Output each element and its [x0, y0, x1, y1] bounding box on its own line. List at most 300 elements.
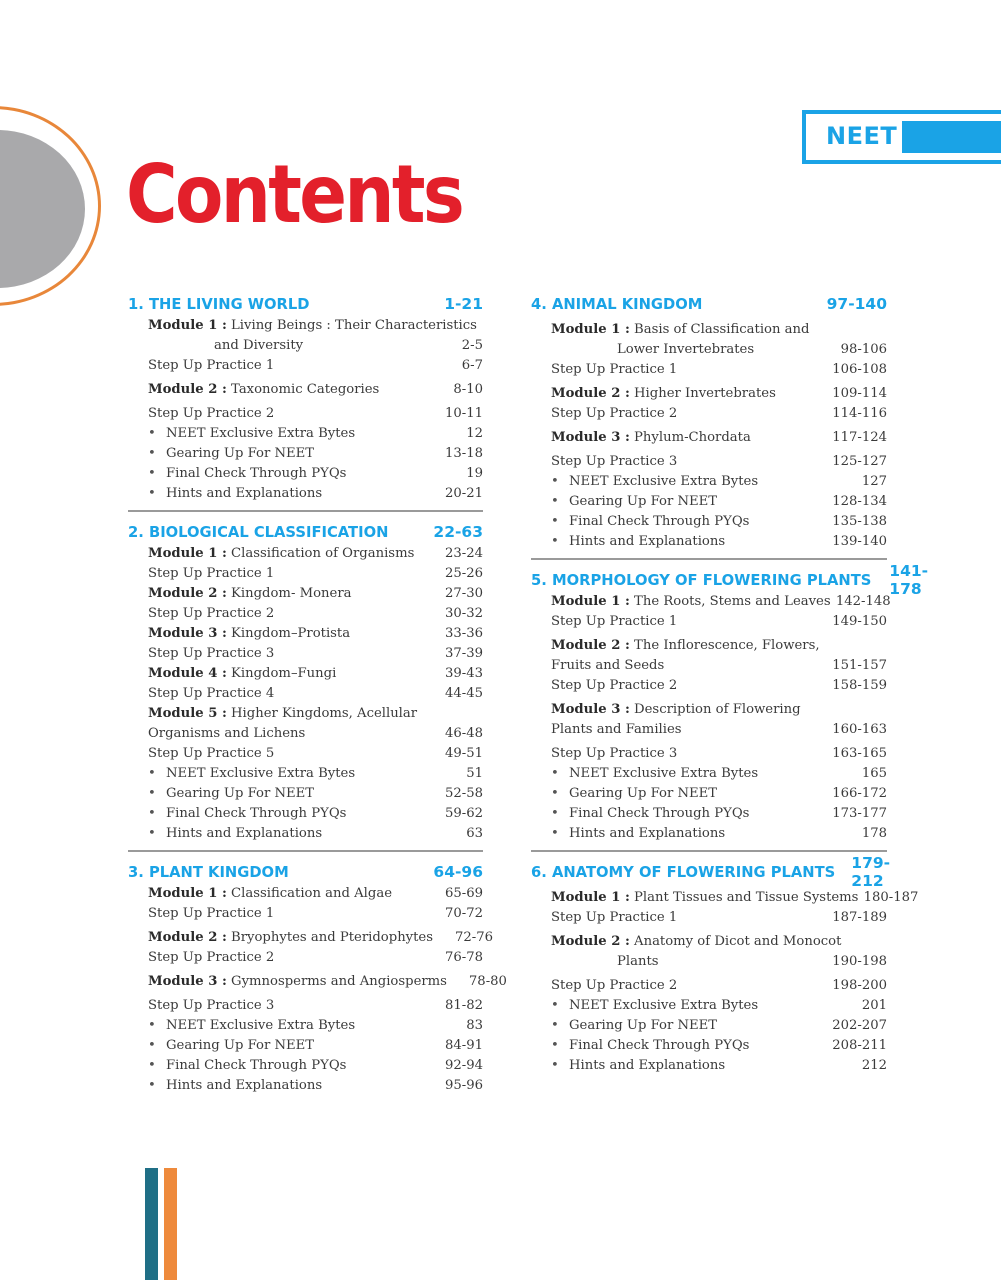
- entry-text: Final Check Through PYQs: [569, 514, 750, 529]
- entry-page: 127: [861, 474, 887, 489]
- entry-text: Higher Invertebrates: [634, 386, 776, 401]
- toc-entry[interactable]: [128, 824, 483, 844]
- entry-label: [148, 804, 346, 824]
- entry-page: 201: [861, 998, 887, 1013]
- entry-label: [148, 584, 352, 604]
- chapter-heading[interactable]: [128, 292, 483, 316]
- entry-label: [148, 904, 274, 924]
- toc-entry[interactable]: [128, 928, 494, 948]
- entry-page: 27-30: [444, 586, 483, 601]
- entry-page: 117-124: [832, 430, 887, 445]
- entry-label: [551, 996, 758, 1016]
- entry-page: 8-10: [453, 382, 483, 397]
- entry-text: Final Check Through PYQs: [166, 806, 347, 821]
- toc-entry[interactable]: [531, 384, 887, 404]
- chapter-section: [531, 562, 929, 852]
- entry-label: [551, 908, 677, 928]
- entry-text: Plants: [617, 954, 659, 969]
- toc-entry[interactable]: [128, 584, 483, 604]
- entry-page: 39-43: [444, 666, 483, 681]
- entry-text: Organisms and Lichens: [148, 726, 306, 741]
- entry-page: 83: [466, 1018, 483, 1033]
- entry-page: 6-7: [461, 358, 483, 373]
- module-number: Module 2 :: [148, 382, 227, 397]
- entry-label: [148, 604, 274, 624]
- toc-entry[interactable]: [531, 320, 887, 340]
- toc-entry[interactable]: [531, 1016, 887, 1036]
- entry-label: [148, 1016, 355, 1036]
- toc-entry[interactable]: [128, 724, 483, 744]
- entry-label: [551, 676, 677, 696]
- toc-entry[interactable]: [128, 996, 483, 1016]
- module-number: Module 3 :: [148, 626, 227, 641]
- entry-page: 92-94: [444, 1058, 483, 1073]
- module-number: Module 2 :: [148, 586, 227, 601]
- entry-label: [551, 976, 677, 996]
- toc-entry[interactable]: [128, 644, 483, 664]
- entry-page: 72-76: [454, 930, 494, 945]
- entry-text: Step Up Practice 5: [148, 746, 275, 761]
- toc-left-column: [128, 292, 507, 1096]
- entry-label: [148, 724, 305, 744]
- toc-entry[interactable]: [128, 1076, 483, 1096]
- toc-entry[interactable]: [128, 316, 483, 336]
- entry-page: 23-24: [444, 546, 483, 561]
- toc-entry[interactable]: [128, 744, 483, 764]
- toc-entry[interactable]: [128, 784, 483, 804]
- toc-entry[interactable]: [531, 888, 919, 908]
- entry-label: [551, 804, 749, 824]
- entry-text: Step Up Practice 1: [148, 358, 275, 373]
- entry-page: 160-163: [832, 722, 887, 737]
- module-number: Module 1 :: [148, 886, 227, 901]
- toc-entry[interactable]: [128, 948, 483, 968]
- entry-text: Step Up Practice 2: [148, 606, 275, 621]
- entry-page: 37-39: [444, 646, 483, 661]
- entry-label: [551, 452, 677, 472]
- toc-entry[interactable]: [128, 464, 483, 484]
- toc-entry[interactable]: [531, 1036, 887, 1056]
- entry-page: 114-116: [832, 406, 887, 421]
- toc-entry[interactable]: [531, 492, 887, 512]
- entry-text: Step Up Practice 1: [551, 614, 678, 629]
- entry-text: Step Up Practice 2: [551, 678, 678, 693]
- chapter-pages: 97-140: [826, 295, 887, 313]
- entry-label: [148, 316, 477, 336]
- entry-text: Step Up Practice 3: [148, 998, 275, 1013]
- entry-text: Step Up Practice 3: [551, 746, 678, 761]
- entry-label: [551, 512, 749, 532]
- toc-right-column: [531, 292, 929, 1076]
- entry-text: Phylum-Chordata: [634, 430, 751, 445]
- chapter-heading[interactable]: [531, 854, 891, 890]
- module-number: Module 3 :: [551, 430, 630, 445]
- entry-text: Step Up Practice 1: [551, 362, 678, 377]
- entry-text: Final Check Through PYQs: [166, 466, 347, 481]
- entry-label: [551, 360, 677, 380]
- toc-entry[interactable]: [128, 804, 483, 824]
- entry-label: [551, 1016, 717, 1036]
- chapter-section: [531, 292, 887, 560]
- entry-label: [551, 1056, 725, 1076]
- entry-page: 178: [861, 826, 887, 841]
- entry-text: Gearing Up For NEET: [569, 494, 718, 509]
- toc-entry[interactable]: [531, 804, 887, 824]
- entry-text: Hints and Explanations: [166, 826, 323, 841]
- entry-text: Hints and Explanations: [166, 486, 323, 501]
- entry-text: Step Up Practice 1: [148, 566, 275, 581]
- entry-text: Gearing Up For NEET: [166, 446, 315, 461]
- toc-entry[interactable]: [128, 704, 483, 724]
- module-number: Module 2 :: [551, 638, 630, 653]
- toc-entry[interactable]: [531, 976, 887, 996]
- page-title: Contents: [126, 148, 463, 241]
- toc-entry[interactable]: [531, 764, 887, 784]
- entry-label: [551, 636, 820, 656]
- entry-page: 128-134: [832, 494, 887, 509]
- entry-page: 166-172: [832, 786, 887, 801]
- entry-page: 25-26: [444, 566, 483, 581]
- entry-label: [148, 972, 447, 992]
- entry-text: Step Up Practice 3: [551, 454, 678, 469]
- entry-page: 81-82: [444, 998, 483, 1013]
- entry-label: [551, 1036, 749, 1056]
- section-divider: [128, 850, 483, 852]
- entry-label: [551, 784, 717, 804]
- entry-text: Hints and Explanations: [569, 1058, 726, 1073]
- entry-label: [148, 624, 350, 644]
- entry-label: [148, 564, 274, 584]
- entry-page: 187-189: [832, 910, 887, 925]
- entry-text: Plant Tissues and Tissue Systems: [634, 890, 859, 905]
- entry-page: 135-138: [832, 514, 887, 529]
- entry-text: Living Beings : Their Characteristics: [231, 318, 477, 333]
- entry-page: 208-211: [832, 1038, 887, 1053]
- entry-page: [841, 932, 901, 952]
- toc-entry[interactable]: [128, 884, 483, 904]
- entry-page: 165: [861, 766, 887, 781]
- entry-page: 10-11: [444, 406, 483, 421]
- entry-label: [551, 612, 677, 632]
- toc-entry[interactable]: [128, 564, 483, 584]
- entry-text: NEET Exclusive Extra Bytes: [166, 1018, 356, 1033]
- toc-entry[interactable]: [531, 700, 887, 720]
- entry-page: 20-21: [444, 486, 483, 501]
- chapter-title: 3. PLANT KINGDOM: [128, 863, 289, 881]
- chapter-section: [128, 520, 483, 852]
- chapter-section: [128, 292, 483, 512]
- entry-label: [551, 764, 758, 784]
- entry-text: Kingdom–Fungi: [231, 666, 337, 681]
- toc-entry[interactable]: [531, 472, 887, 492]
- neet-badge: [802, 110, 1001, 164]
- entry-label: [148, 464, 346, 484]
- entry-text: Lower Invertebrates: [617, 342, 755, 357]
- entry-label: [551, 320, 809, 340]
- entry-page: 59-62: [444, 806, 483, 821]
- toc-entry[interactable]: [128, 444, 483, 464]
- toc-entry[interactable]: [531, 636, 887, 656]
- entry-text: Step Up Practice 1: [551, 910, 678, 925]
- chapter-heading[interactable]: [128, 860, 483, 884]
- chapter-title: 2. BIOLOGICAL CLASSIFICATION: [128, 523, 389, 541]
- entry-page: 63: [466, 826, 483, 841]
- toc-entry[interactable]: [128, 624, 483, 644]
- entry-text: Gearing Up For NEET: [569, 1018, 718, 1033]
- entry-text: Step Up Practice 3: [148, 646, 275, 661]
- entry-text: Final Check Through PYQs: [569, 1038, 750, 1053]
- neet-badge-bar: [902, 121, 1001, 153]
- entry-label: [148, 380, 379, 400]
- entry-label: [551, 340, 754, 360]
- entry-page: 142-148: [835, 594, 891, 609]
- toc-entry[interactable]: [128, 904, 483, 924]
- chapter-title: 4. ANIMAL KINGDOM: [531, 295, 703, 313]
- toc-entry[interactable]: [531, 340, 887, 360]
- entry-text: Higher Kingdoms, Acellular: [231, 706, 418, 721]
- entry-page: 202-207: [832, 1018, 887, 1033]
- entry-label: [148, 996, 274, 1016]
- toc-entry[interactable]: [128, 544, 483, 564]
- entry-page: 13-18: [444, 446, 483, 461]
- module-number: Module 3 :: [551, 702, 630, 717]
- toc-entry[interactable]: [128, 1056, 483, 1076]
- entry-label: [148, 424, 355, 444]
- entry-text: Bryophytes and Pteridophytes: [231, 930, 434, 945]
- chapter-section: [531, 854, 919, 1076]
- entry-label: [148, 484, 322, 504]
- entry-label: [148, 928, 433, 948]
- entry-text: Step Up Practice 2: [551, 406, 678, 421]
- entry-text: NEET Exclusive Extra Bytes: [166, 426, 356, 441]
- module-number: Module 2 :: [551, 934, 630, 949]
- entry-page: 2-5: [461, 338, 483, 353]
- chapter-pages: 22-63: [433, 523, 483, 541]
- toc-entry[interactable]: [128, 424, 483, 444]
- entry-text: NEET Exclusive Extra Bytes: [569, 474, 759, 489]
- entry-label: [148, 644, 274, 664]
- toc-entry[interactable]: [128, 604, 483, 624]
- entry-label: [148, 356, 274, 376]
- entry-label: [148, 704, 417, 724]
- module-number: Module 1 :: [551, 322, 630, 337]
- module-number: Module 1 :: [148, 546, 227, 561]
- toc-entry[interactable]: [531, 452, 887, 472]
- toc-entry[interactable]: [531, 1056, 887, 1076]
- entry-text: NEET Exclusive Extra Bytes: [569, 766, 759, 781]
- entry-page: 125-127: [832, 454, 887, 469]
- entry-text: NEET Exclusive Extra Bytes: [166, 766, 356, 781]
- chapter-title: 1. THE LIVING WORLD: [128, 295, 310, 313]
- entry-text: Hints and Explanations: [166, 1078, 323, 1093]
- module-number: Module 5 :: [148, 706, 227, 721]
- entry-label: [148, 664, 336, 684]
- entry-page: [827, 320, 887, 340]
- toc-entry[interactable]: [128, 664, 483, 684]
- entry-label: [148, 824, 322, 844]
- entry-page: 70-72: [444, 906, 483, 921]
- entry-label: [551, 888, 858, 908]
- entry-text: Anatomy of Dicot and Monocot: [634, 934, 842, 949]
- entry-label: [148, 948, 274, 968]
- entry-label: [148, 1076, 322, 1096]
- toc-entry[interactable]: [531, 824, 887, 844]
- module-number: Module 2 :: [551, 386, 630, 401]
- entry-label: [551, 532, 725, 552]
- chapter-pages: 179-212: [851, 854, 891, 890]
- entry-text: Step Up Practice 2: [148, 406, 275, 421]
- toc-entry[interactable]: [128, 380, 483, 400]
- entry-page: 98-106: [840, 342, 887, 357]
- entry-page: 65-69: [444, 886, 483, 901]
- toc-entry[interactable]: [128, 1036, 483, 1056]
- entry-text: NEET Exclusive Extra Bytes: [569, 998, 759, 1013]
- entry-text: Hints and Explanations: [569, 826, 726, 841]
- entry-page: 95-96: [444, 1078, 483, 1093]
- entry-label: [551, 656, 664, 676]
- chapter-heading[interactable]: [531, 562, 929, 598]
- entry-text: Gearing Up For NEET: [569, 786, 718, 801]
- toc-entry[interactable]: [531, 532, 887, 552]
- entry-label: [148, 744, 274, 764]
- entry-label: [551, 384, 776, 404]
- entry-text: Basis of Classification and: [634, 322, 810, 337]
- entry-page: 198-200: [832, 978, 887, 993]
- toc-entry[interactable]: [531, 676, 887, 696]
- toc-entry[interactable]: [531, 720, 887, 740]
- chapter-pages: 64-96: [433, 863, 483, 881]
- entry-page: 149-150: [832, 614, 887, 629]
- entry-label: [551, 824, 725, 844]
- toc-entry[interactable]: [531, 360, 887, 380]
- toc-entry[interactable]: [128, 1016, 483, 1036]
- entry-text: Final Check Through PYQs: [569, 806, 750, 821]
- entry-text: Gearing Up For NEET: [166, 786, 315, 801]
- entry-page: 49-51: [444, 746, 483, 761]
- entry-text: Kingdom–Protista: [231, 626, 351, 641]
- toc-entry[interactable]: [531, 656, 887, 676]
- entry-label: [551, 472, 758, 492]
- entry-label: [551, 932, 841, 952]
- toc-entry[interactable]: [531, 404, 887, 424]
- module-number: Module 2 :: [148, 930, 227, 945]
- entry-page: [423, 704, 483, 724]
- chapter-title: 5. MORPHOLOGY OF FLOWERING PLANTS: [531, 571, 872, 589]
- entry-label: [148, 784, 314, 804]
- entry-text: Gearing Up For NEET: [166, 1038, 315, 1053]
- entry-text: and Diversity: [214, 338, 304, 353]
- entry-text: Step Up Practice 1: [148, 906, 275, 921]
- entry-label: [551, 404, 677, 424]
- chapter-heading[interactable]: [531, 292, 887, 316]
- toc-entry[interactable]: [531, 612, 887, 632]
- toc-entry[interactable]: [531, 744, 887, 764]
- entry-text: Fruits and Seeds: [551, 658, 665, 673]
- entry-label: [551, 428, 751, 448]
- entry-label: [551, 952, 659, 972]
- chapter-pages: 1-21: [444, 295, 483, 313]
- entry-page: 78-80: [468, 974, 507, 989]
- entry-page: [477, 316, 537, 336]
- entry-page: 158-159: [832, 678, 887, 693]
- toc-entry[interactable]: [531, 784, 887, 804]
- entry-label: [148, 444, 314, 464]
- entry-label: [148, 884, 392, 904]
- toc-entry[interactable]: [128, 972, 507, 992]
- entry-page: 84-91: [444, 1038, 483, 1053]
- chapter-title: 6. ANATOMY OF FLOWERING PLANTS: [531, 863, 836, 881]
- entry-label: [148, 1056, 346, 1076]
- toc-entry[interactable]: [531, 428, 887, 448]
- entry-label: [551, 720, 682, 740]
- module-number: Module 1 :: [551, 594, 630, 609]
- toc-entry[interactable]: [531, 908, 887, 928]
- entry-label: [551, 492, 717, 512]
- entry-text: Step Up Practice 2: [148, 950, 275, 965]
- section-divider: [531, 558, 887, 560]
- toc-entry[interactable]: [128, 684, 483, 704]
- toc-entry[interactable]: [128, 356, 483, 376]
- entry-label: [551, 744, 677, 764]
- toc-entry[interactable]: [531, 952, 887, 972]
- decorative-stripe-teal: [145, 1168, 158, 1280]
- toc-entry[interactable]: [128, 764, 483, 784]
- entry-text: The Inflorescence, Flowers,: [634, 638, 820, 653]
- entry-text: Step Up Practice 4: [148, 686, 275, 701]
- entry-text: Classification and Algae: [231, 886, 392, 901]
- entry-page: 19: [466, 466, 483, 481]
- entry-label: [148, 1036, 314, 1056]
- entry-text: Classification of Organisms: [231, 546, 415, 561]
- entry-text: The Roots, Stems and Leaves: [634, 594, 831, 609]
- entry-page: 33-36: [444, 626, 483, 641]
- entry-label: [551, 700, 801, 720]
- entry-label: [148, 404, 274, 424]
- toc-entry[interactable]: [531, 932, 887, 952]
- entry-label: [148, 764, 355, 784]
- section-divider: [531, 850, 887, 852]
- toc-entry[interactable]: [531, 996, 887, 1016]
- entry-text: Kingdom- Monera: [231, 586, 352, 601]
- chapter-heading[interactable]: [128, 520, 483, 544]
- chapter-pages: 141-178: [889, 562, 929, 598]
- entry-page: 46-48: [444, 726, 483, 741]
- entry-page: 163-165: [832, 746, 887, 761]
- entry-page: 173-177: [832, 806, 887, 821]
- toc-entry[interactable]: [128, 404, 483, 424]
- entry-page: 212: [861, 1058, 887, 1073]
- entry-page: 190-198: [832, 954, 887, 969]
- entry-text: Description of Flowering: [634, 702, 801, 717]
- neet-badge-label: NEET: [826, 122, 898, 150]
- entry-page: [827, 700, 887, 720]
- toc-entry[interactable]: [128, 484, 483, 504]
- toc-entry[interactable]: [531, 512, 887, 532]
- module-number: Module 3 :: [148, 974, 227, 989]
- entry-text: Step Up Practice 2: [551, 978, 678, 993]
- toc-entry[interactable]: [531, 592, 891, 612]
- decorative-stripe-orange: [164, 1168, 177, 1280]
- entry-label: [551, 592, 831, 612]
- section-divider: [128, 510, 483, 512]
- entry-text: Hints and Explanations: [569, 534, 726, 549]
- entry-page: 139-140: [832, 534, 887, 549]
- toc-entry[interactable]: [128, 336, 483, 356]
- entry-page: 52-58: [444, 786, 483, 801]
- entry-page: 44-45: [444, 686, 483, 701]
- entry-label: [148, 684, 274, 704]
- module-number: Module 1 :: [551, 890, 630, 905]
